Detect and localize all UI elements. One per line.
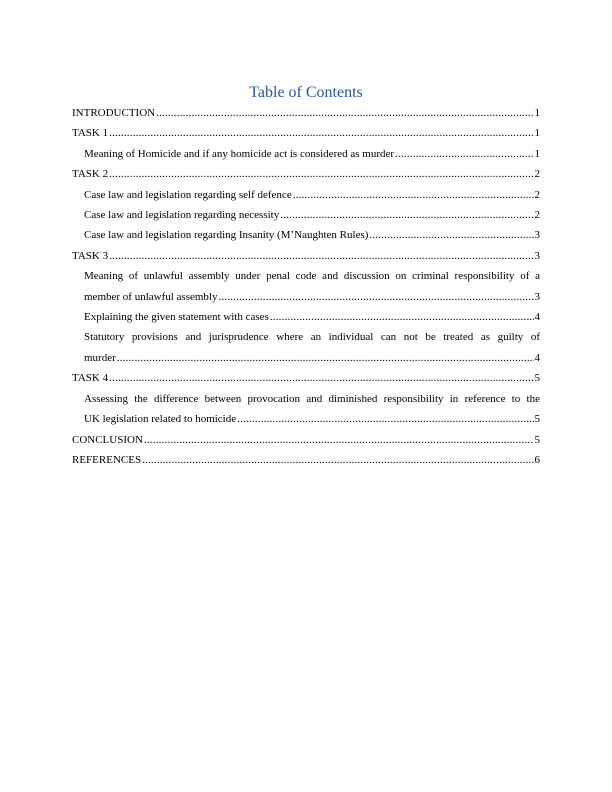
toc-page-number: 5 xyxy=(534,372,540,385)
toc-leader-dots xyxy=(142,450,533,470)
toc-entry-label: TASK 2 xyxy=(72,168,109,181)
toc-page-number: 2 xyxy=(534,209,540,222)
toc-entry-label: murder xyxy=(84,351,116,364)
toc-entry-label: UK legislation related to homicide xyxy=(84,413,237,426)
toc-page-number: 5 xyxy=(534,433,540,446)
toc-entry-label: TASK 4 xyxy=(72,372,109,385)
toc-page-number: 1 xyxy=(534,107,540,119)
table-of-contents xyxy=(72,103,540,470)
toc-entry-label: REFERENCES xyxy=(72,453,142,466)
toc-page-number: 2 xyxy=(534,188,540,201)
toc-entry-label: TASK 1 xyxy=(72,127,109,140)
toc-leader-dots xyxy=(280,205,533,225)
toc-entry-given-statement[interactable] xyxy=(72,307,540,327)
toc-entry-label: Meaning of Homicide and if any homicide act is considered as murder xyxy=(84,147,395,160)
toc-entry-label: CONCLUSION xyxy=(72,433,143,446)
toc-entry-introduction[interactable] xyxy=(72,103,540,123)
toc-entry-label: Case law and legislation regarding self defence xyxy=(84,188,292,201)
toc-leader-dots xyxy=(109,123,533,143)
toc-entry-statutory-provisions[interactable] xyxy=(72,327,540,368)
toc-entry-provocation[interactable] xyxy=(72,389,540,430)
toc-entry-label-line1: Statutory provisions and jurisprudence where an individual can not be treated as guilty of xyxy=(84,331,540,344)
toc-leader-dots xyxy=(270,307,534,327)
toc-entry-necessity[interactable] xyxy=(72,205,540,225)
toc-entry-insanity[interactable] xyxy=(72,225,540,245)
toc-page-number: 3 xyxy=(534,249,540,262)
toc-entry-label: INTRODUCTION xyxy=(72,107,156,119)
toc-page-number: 1 xyxy=(534,147,540,160)
toc-leader-dots xyxy=(369,225,533,245)
toc-page-number: 3 xyxy=(534,290,540,303)
toc-page-number: 4 xyxy=(534,311,540,324)
toc-title: Table of Contents xyxy=(249,84,363,101)
toc-page-number: 1 xyxy=(534,127,540,140)
toc-entry-conclusion[interactable] xyxy=(72,430,540,450)
toc-entry-task-2[interactable] xyxy=(72,164,540,184)
toc-leader-dots xyxy=(109,368,533,388)
toc-entry-self-defence[interactable] xyxy=(72,185,540,205)
toc-leader-dots xyxy=(109,246,533,266)
toc-leader-dots xyxy=(395,144,533,164)
toc-leader-dots xyxy=(117,348,534,368)
toc-leader-dots xyxy=(144,430,534,450)
toc-page-number: 4 xyxy=(534,351,540,364)
toc-page-number: 5 xyxy=(534,413,540,426)
toc-entry-meaning-of-homicide[interactable] xyxy=(72,144,540,164)
toc-page-number: 3 xyxy=(534,229,540,242)
toc-entry-label: Case law and legislation regarding necessity xyxy=(84,209,280,222)
toc-leader-dots xyxy=(156,103,533,123)
toc-entry-label: Case law and legislation regarding Insanity (M’Naughten Rules) xyxy=(84,229,369,242)
toc-leader-dots xyxy=(109,164,533,184)
toc-entry-unlawful-assembly[interactable] xyxy=(72,266,540,307)
toc-page-number: 2 xyxy=(534,168,540,181)
toc-entry-task-4[interactable] xyxy=(72,368,540,388)
toc-leader-dots xyxy=(293,185,534,205)
toc-entry-label: Explaining the given statement with cases xyxy=(84,311,269,324)
toc-entry-label-line1: Assessing the difference between provocation and diminished responsibility in reference to the xyxy=(84,392,540,405)
toc-entry-label: member of unlawful assembly xyxy=(84,290,218,303)
toc-entry-label: TASK 3 xyxy=(72,249,109,262)
toc-entry-task-3[interactable] xyxy=(72,246,540,266)
toc-entry-label-line1: Meaning of unlawful assembly under penal code and discussion on criminal responsibility of a xyxy=(84,270,540,283)
toc-entry-task-1[interactable] xyxy=(72,123,540,143)
toc-entry-references[interactable] xyxy=(72,450,540,470)
toc-page-number: 6 xyxy=(534,453,540,466)
toc-leader-dots xyxy=(237,409,533,429)
toc-leader-dots xyxy=(219,287,534,307)
